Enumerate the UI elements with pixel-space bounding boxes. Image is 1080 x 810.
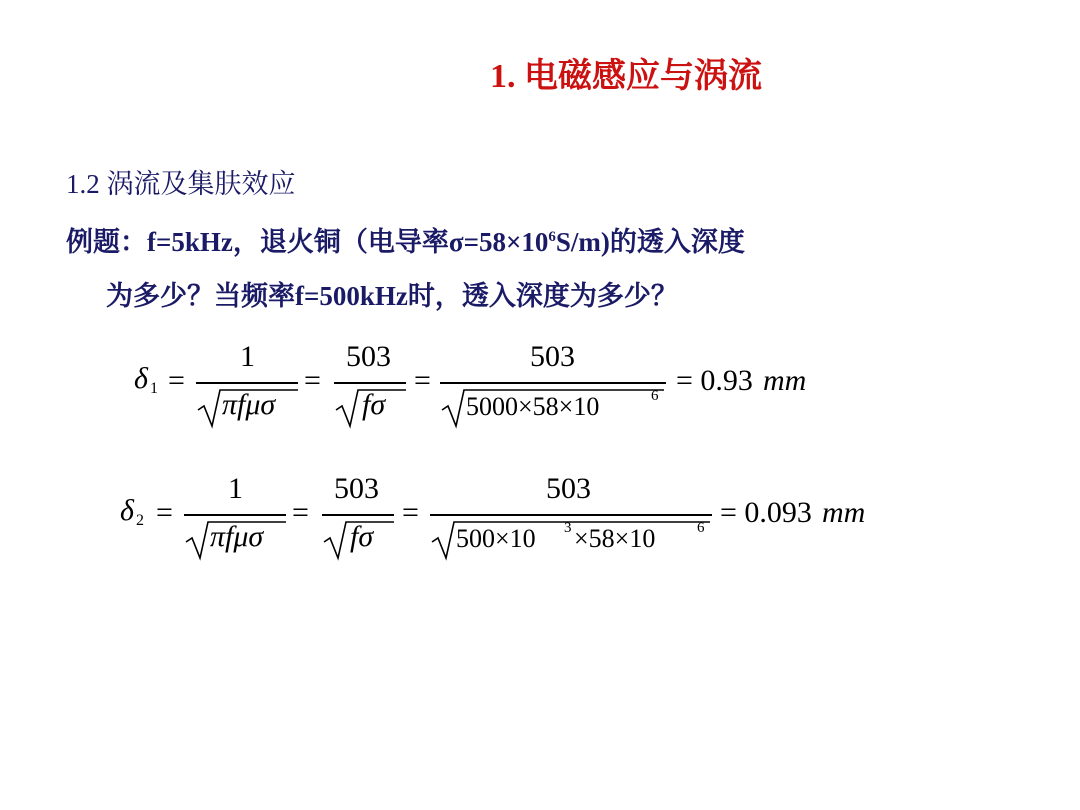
eq1-frac2-bar bbox=[334, 382, 406, 384]
eq1-eq-2: = bbox=[304, 364, 321, 397]
eq1-den3-sup: 6 bbox=[651, 388, 659, 404]
eq2-result: = 0.093 bbox=[720, 496, 812, 529]
eq1-lhs: δ bbox=[134, 362, 148, 395]
eq2-eq-2: = bbox=[292, 496, 309, 529]
eq1-den2: fσ bbox=[362, 388, 386, 421]
eq1-result: = 0.93 bbox=[676, 364, 753, 397]
eq1-den1: πfμσ bbox=[222, 388, 276, 421]
eq2-unit: mm bbox=[822, 496, 866, 529]
eq2-den3-b-sup: 6 bbox=[697, 520, 705, 536]
section-heading: 1.2 涡流及集肤效应 bbox=[66, 169, 296, 199]
eq2-den2: fσ bbox=[350, 520, 374, 553]
eq1-lhs-sub: 1 bbox=[150, 380, 158, 397]
problem-line-1-pre: 例题：f=5kHz，退火铜（电导率σ=58×10 bbox=[66, 227, 549, 257]
eq2-frac1-bar bbox=[184, 514, 286, 516]
eq2-den3-a-sup: 3 bbox=[564, 520, 572, 536]
problem-line-1 bbox=[66, 220, 745, 259]
eq2-den3-a: 500×10 bbox=[456, 524, 536, 553]
eq1-frac1-bar bbox=[196, 382, 298, 384]
problem-line-1-sup: 6 bbox=[548, 229, 556, 245]
eq2-frac3-bar bbox=[430, 514, 712, 516]
eq2-eq-1: = bbox=[156, 496, 173, 529]
eq1-unit: mm bbox=[763, 364, 807, 397]
eq2-num2: 503 bbox=[334, 472, 379, 505]
eq2-den3-b: ×58×10 bbox=[574, 524, 656, 553]
eq1-den3: 5000×58×10 bbox=[466, 392, 600, 421]
eq2-num1: 1 bbox=[228, 472, 243, 505]
problem-line-2: 为多少？当频率f=500kHz时，透入深度为多少？ bbox=[106, 281, 678, 311]
eq1-eq-3: = bbox=[414, 364, 431, 397]
eq2-num3: 503 bbox=[546, 472, 591, 505]
eq1-eq-1: = bbox=[168, 364, 185, 397]
eq2-lhs: δ bbox=[120, 494, 134, 527]
slide-title: 1. 电磁感应与涡流 bbox=[490, 58, 762, 95]
eq1-num2: 503 bbox=[346, 340, 391, 373]
problem-line-1-post: S/m)的透入深度 bbox=[555, 227, 745, 257]
eq2-eq-3: = bbox=[402, 496, 419, 529]
eq1-num3: 503 bbox=[530, 340, 575, 373]
eq1-frac3-bar bbox=[440, 382, 666, 384]
eq1-num1: 1 bbox=[240, 340, 255, 373]
eq2-den1: πfμσ bbox=[210, 520, 264, 553]
eq2-frac2-bar bbox=[322, 514, 394, 516]
eq2-lhs-sub: 2 bbox=[136, 512, 144, 529]
